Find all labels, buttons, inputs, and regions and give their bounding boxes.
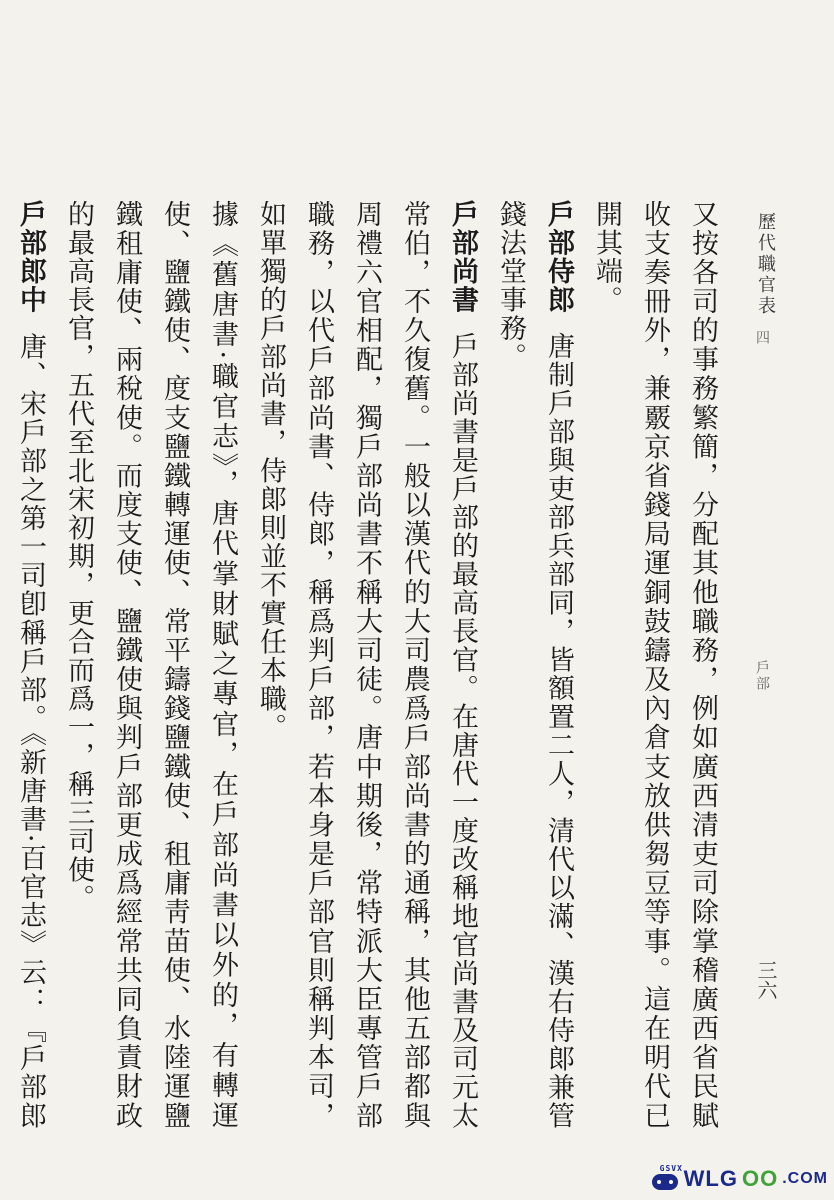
paragraph-director-text: 唐、宋戶部之第一司卽稱戶部。《新唐書·百官志》云：『戶部郎 <box>15 332 46 1130</box>
site-watermark <box>650 1164 828 1194</box>
watermark-icon-label: GSVX <box>659 1164 683 1173</box>
running-header-title: 歷代職官表 <box>755 212 776 317</box>
watermark-text-2: OO <box>741 1166 779 1191</box>
paragraph-finance-officials-text: 據《舊唐書·職官志》，唐代掌財賦之專官，在戶部尚書以外的，有轉運使、鹽鐵使、度支鹽鐵轉運使、常平鑄錢鹽鐵使、租庸靑苗使、水陸運鹽鐵租庸使、兩稅使。而度支使、鹽鐵使與判戶部更成爲經常共同負責財政的最高長官，五代至北宋初期，更合而爲一，稱三司使。 <box>63 200 238 1130</box>
paragraph-1 <box>582 200 726 1130</box>
watermark-text-3: .COM <box>782 1170 828 1187</box>
heading-director: 戶部郎中 <box>15 200 46 315</box>
paragraph-vice-minister-text: 唐制戶部與吏部兵部同，皆額置二人，清代以滿、漢右侍郞兼管錢法堂事務。 <box>495 200 574 1130</box>
page-number: 三六 <box>754 960 778 1000</box>
heading-vice-minister: 戶部侍郎 <box>543 200 574 314</box>
gamepad-icon <box>650 1164 683 1194</box>
running-header-volume: 四 <box>754 330 770 344</box>
heading-minister: 戶部尚書 <box>447 200 478 314</box>
paragraph-vice-minister <box>486 200 582 1130</box>
running-header-section: 戶部 <box>754 660 770 692</box>
paragraph-minister <box>246 200 486 1130</box>
watermark-text-1: WLG <box>683 1166 738 1191</box>
paragraph-director <box>0 200 54 1130</box>
paragraph-minister-text: 戶部尚書是戶部的最高長官。在唐代一度改稱地官尚書及司元太常伯，不久復舊。一般以漢代的大司農爲戶部尚書的通稱，其他五部都與周禮六官相配，獨戶部尚書不稱大司徒。唐中期後，常特派大臣專管戶部職務，以代戶部尚書、侍郞，稱爲判戶部，若本身是戶部官則稱判本司，如單獨的戶部尚書，侍郞則並不實任本職。 <box>255 200 478 1130</box>
paragraph-finance-officials <box>54 200 246 1130</box>
paragraph-1-text: 又按各司的事務繁簡，分配其他職務，例如廣西清吏司除掌稽廣西省民賦收支奏冊外，兼覈京省錢局運銅鼓鑄及內倉支放供芻豆等事。這在明代已開其端。 <box>591 200 718 1130</box>
body-text <box>15 200 726 1130</box>
